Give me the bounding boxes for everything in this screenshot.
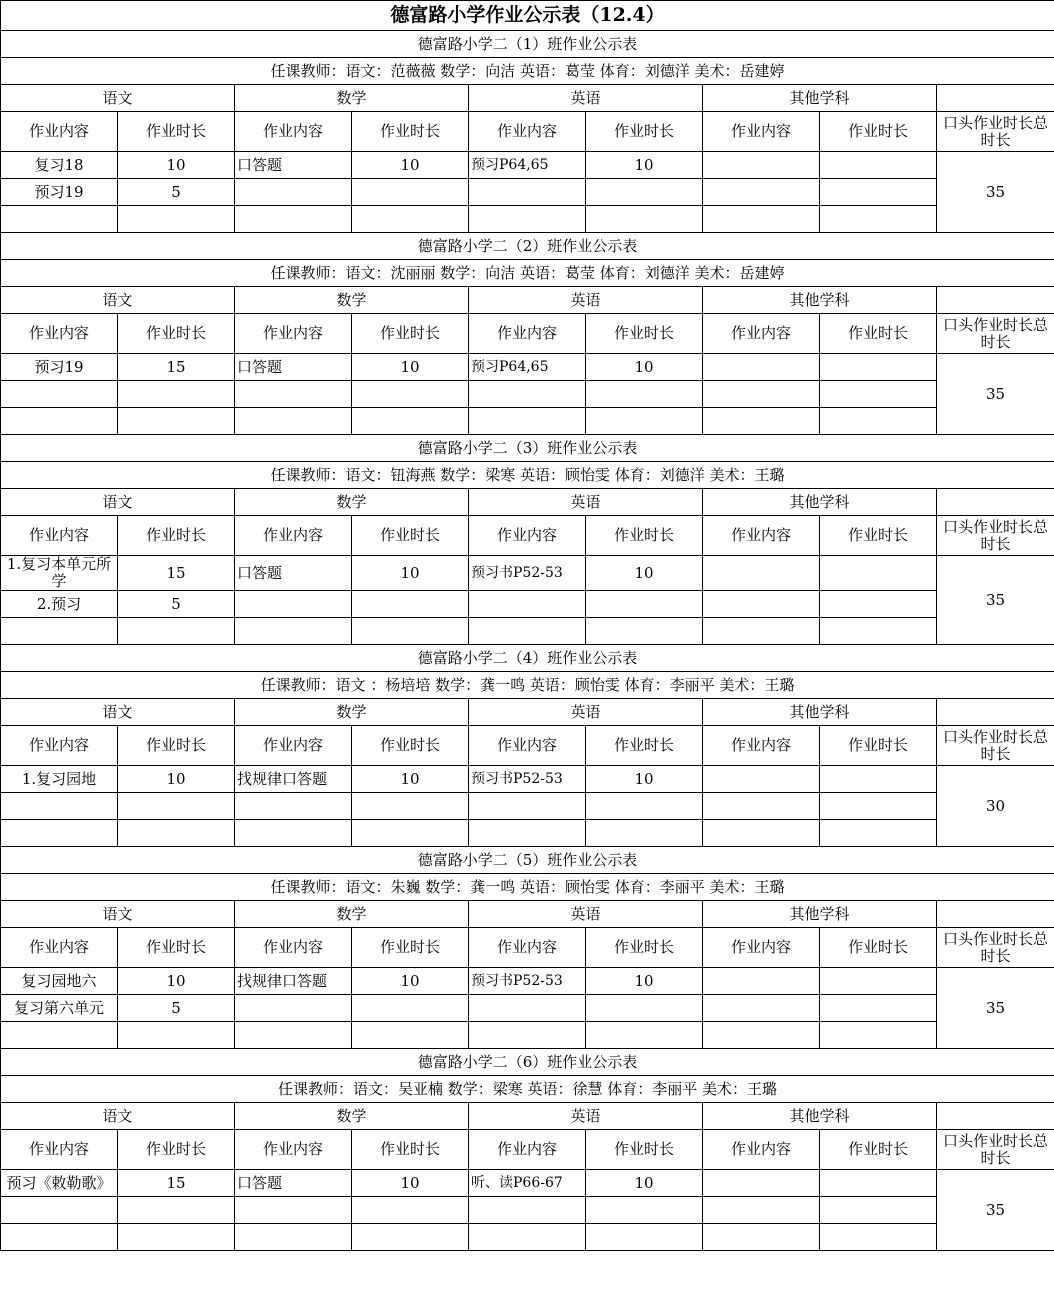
class-section-heading-row [1,435,1054,462]
yuwen-duration [118,793,235,820]
subject-header-yingyu: 英语 [469,901,703,928]
column-header-duration: 作业时长 [352,112,469,152]
table-row [1,766,1054,793]
column-header-total: 口头作业时长总时长 [937,112,1054,152]
yingyu-content [469,1197,586,1224]
yingyu-duration [586,793,703,820]
column-header-duration: 作业时长 [820,1130,937,1170]
qita-content [703,591,820,618]
yuwen-content [1,408,118,435]
shuxue-duration: 10 [352,556,469,591]
column-header-content: 作业内容 [703,928,820,968]
qita-duration [820,152,937,179]
shuxue-duration [352,618,469,645]
subject-header-yuwen: 语文 [1,1103,235,1130]
column-header-content: 作业内容 [469,1130,586,1170]
column-header-content: 作业内容 [469,928,586,968]
yingyu-content: 预习P64,65 [469,354,586,381]
qita-duration [820,556,937,591]
class-section-heading-row [1,31,1054,58]
yingyu-content [469,1224,586,1251]
table-row [1,1224,1054,1251]
yingyu-content [469,995,586,1022]
shuxue-content [235,793,352,820]
shuxue-duration: 10 [352,152,469,179]
teacher-list: 任课教师：语文：沈丽丽 数学：向洁 英语：葛莹 体育：刘德洋 美术：岳建婷 [1,260,1054,287]
column-header-content: 作业内容 [235,314,352,354]
qita-content [703,1170,820,1197]
yingyu-duration [586,820,703,847]
subject-header-qita: 其他学科 [703,287,937,314]
shuxue-content: 口答题 [235,1170,352,1197]
table-row [1,968,1054,995]
subject-header-shuxue: 数学 [235,699,469,726]
column-header-content: 作业内容 [703,112,820,152]
qita-content [703,556,820,591]
subject-header-shuxue: 数学 [235,901,469,928]
yingyu-content [469,591,586,618]
qita-duration [820,820,937,847]
class-section-heading-row [1,847,1054,874]
qita-duration [820,618,937,645]
column-header-content: 作业内容 [703,516,820,556]
shuxue-content: 找规律口答题 [235,766,352,793]
qita-content [703,766,820,793]
table-row [1,206,1054,233]
class-heading: 德富路小学二（1）班作业公示表 [1,31,1054,58]
yingyu-content: 听、读P66-67 [469,1170,586,1197]
shuxue-content: 口答题 [235,354,352,381]
column-header-total: 口头作业时长总时长 [937,726,1054,766]
table-row [1,820,1054,847]
shuxue-content [235,206,352,233]
subject-header-yuwen: 语文 [1,85,235,112]
column-header-duration: 作业时长 [118,928,235,968]
yuwen-duration: 10 [118,766,235,793]
subject-header-qita: 其他学科 [703,699,937,726]
shuxue-content [235,995,352,1022]
column-header-duration: 作业时长 [352,726,469,766]
qita-duration [820,381,937,408]
yingyu-duration: 10 [586,766,703,793]
column-header-content: 作业内容 [469,516,586,556]
yuwen-content [1,381,118,408]
yuwen-duration [118,618,235,645]
subject-header-qita: 其他学科 [703,1103,937,1130]
column-header-content: 作业内容 [703,314,820,354]
total-duration: 35 [937,968,1054,1049]
shuxue-content: 口答题 [235,152,352,179]
qita-duration [820,1022,937,1049]
qita-duration [820,1170,937,1197]
column-header-duration: 作业时长 [118,516,235,556]
yuwen-duration [118,1197,235,1224]
column-header-content: 作业内容 [469,726,586,766]
yuwen-content: 复习18 [1,152,118,179]
yuwen-content: 1.复习本单元所学 [1,556,118,591]
class-heading: 德富路小学二（3）班作业公示表 [1,435,1054,462]
yuwen-content [1,1197,118,1224]
yingyu-duration [586,591,703,618]
qita-content [703,1197,820,1224]
column-header-content: 作业内容 [1,112,118,152]
table-row [1,556,1054,591]
yuwen-duration: 10 [118,968,235,995]
yingyu-duration [586,1022,703,1049]
teacher-list: 任课教师：语文：朱巍 数学：龚一鸣 英语：顾怡雯 体育：李丽平 美术：王璐 [1,874,1054,901]
subject-header-shuxue: 数学 [235,489,469,516]
yuwen-duration: 5 [118,591,235,618]
yuwen-content [1,820,118,847]
column-header-content: 作业内容 [703,726,820,766]
class-heading: 德富路小学二（2）班作业公示表 [1,233,1054,260]
column-header-duration: 作业时长 [820,726,937,766]
total-duration: 35 [937,1170,1054,1251]
column-header-total: 口头作业时长总时长 [937,314,1054,354]
qita-content [703,968,820,995]
qita-content [703,618,820,645]
table-row [1,179,1054,206]
shuxue-duration [352,179,469,206]
subject-header-empty [937,1103,1054,1130]
yingyu-duration [586,1197,703,1224]
table-row [1,1197,1054,1224]
table-row [1,408,1054,435]
column-header-content: 作业内容 [1,726,118,766]
column-header-duration: 作业时长 [118,1130,235,1170]
yuwen-content [1,1022,118,1049]
column-header-total: 口头作业时长总时长 [937,928,1054,968]
yingyu-content [469,618,586,645]
table-row [1,152,1054,179]
column-header-duration: 作业时长 [586,1130,703,1170]
yuwen-content: 复习第六单元 [1,995,118,1022]
yingyu-duration [586,381,703,408]
yuwen-content: 1.复习园地 [1,766,118,793]
subject-header-empty [937,901,1054,928]
yingyu-duration: 10 [586,556,703,591]
teacher-list: 任课教师：语文：吴亚楠 数学：梁寒 英语：徐慧 体育：李丽平 美术：王璐 [1,1076,1054,1103]
subject-header-yingyu: 英语 [469,287,703,314]
yingyu-content: 预习书P52-53 [469,968,586,995]
qita-duration [820,206,937,233]
yingyu-duration: 10 [586,968,703,995]
yuwen-duration: 10 [118,152,235,179]
yingyu-content [469,820,586,847]
qita-content [703,793,820,820]
yingyu-duration [586,618,703,645]
column-header-content: 作业内容 [703,1130,820,1170]
yuwen-duration: 15 [118,1170,235,1197]
qita-duration [820,408,937,435]
column-header-duration: 作业时长 [352,314,469,354]
table-row [1,381,1054,408]
yuwen-duration [118,1224,235,1251]
yuwen-content: 复习园地六 [1,968,118,995]
column-header-content: 作业内容 [235,928,352,968]
yingyu-content [469,1022,586,1049]
yuwen-duration [118,206,235,233]
subject-header-yuwen: 语文 [1,901,235,928]
shuxue-content: 口答题 [235,556,352,591]
yingyu-content: 预习书P52-53 [469,766,586,793]
shuxue-content [235,618,352,645]
yingyu-content [469,408,586,435]
yingyu-content: 预习P64,65 [469,152,586,179]
column-header-content: 作业内容 [1,516,118,556]
qita-duration [820,354,937,381]
yuwen-content: 预习19 [1,179,118,206]
qita-duration [820,1224,937,1251]
column-header-duration: 作业时长 [586,516,703,556]
column-header-duration: 作业时长 [820,516,937,556]
column-header-duration: 作业时长 [586,726,703,766]
page-title: 德富路小学作业公示表（12.4） [1,1,1054,31]
yingyu-duration [586,408,703,435]
qita-content [703,408,820,435]
shuxue-content: 找规律口答题 [235,968,352,995]
yuwen-content: 2.预习 [1,591,118,618]
shuxue-duration [352,381,469,408]
yingyu-content [469,793,586,820]
subject-header-qita: 其他学科 [703,901,937,928]
qita-duration [820,793,937,820]
subject-header-yuwen: 语文 [1,489,235,516]
subject-header-yuwen: 语文 [1,287,235,314]
qita-duration [820,1197,937,1224]
subject-header-yuwen: 语文 [1,699,235,726]
yuwen-duration: 5 [118,179,235,206]
qita-duration [820,766,937,793]
shuxue-duration: 10 [352,766,469,793]
column-header-duration: 作业时长 [586,112,703,152]
qita-duration [820,995,937,1022]
column-header-total: 口头作业时长总时长 [937,516,1054,556]
total-duration: 35 [937,354,1054,435]
subject-header-shuxue: 数学 [235,1103,469,1130]
yingyu-content [469,179,586,206]
subject-header-shuxue: 数学 [235,287,469,314]
class-section-heading-row [1,645,1054,672]
shuxue-duration [352,1022,469,1049]
column-header-duration: 作业时长 [118,726,235,766]
shuxue-content [235,179,352,206]
yuwen-content [1,793,118,820]
yingyu-duration [586,1224,703,1251]
shuxue-content [235,1224,352,1251]
class-heading: 德富路小学二（6）班作业公示表 [1,1049,1054,1076]
qita-content [703,354,820,381]
qita-content [703,179,820,206]
qita-content [703,152,820,179]
column-header-duration: 作业时长 [586,928,703,968]
qita-duration [820,591,937,618]
column-header-content: 作业内容 [1,1130,118,1170]
yingyu-duration: 10 [586,354,703,381]
yuwen-content: 预习《敕勒歌》 [1,1170,118,1197]
yingyu-content: 预习书P52-53 [469,556,586,591]
shuxue-content [235,820,352,847]
qita-duration [820,968,937,995]
shuxue-duration [352,995,469,1022]
column-header-content: 作业内容 [235,726,352,766]
subject-header-yingyu: 英语 [469,1103,703,1130]
subject-header-qita: 其他学科 [703,489,937,516]
qita-content [703,1022,820,1049]
column-header-duration: 作业时长 [586,314,703,354]
subject-header-empty [937,699,1054,726]
column-header-duration: 作业时长 [118,314,235,354]
subject-header-yingyu: 英语 [469,489,703,516]
shuxue-duration [352,1197,469,1224]
teacher-list: 任课教师：语文：范薇薇 数学：向洁 英语：葛莹 体育：刘德洋 美术：岳建婷 [1,58,1054,85]
table-row [1,354,1054,381]
qita-content [703,1224,820,1251]
class-heading: 德富路小学二（5）班作业公示表 [1,847,1054,874]
column-header-content: 作业内容 [469,314,586,354]
column-header-content: 作业内容 [1,314,118,354]
shuxue-content [235,1197,352,1224]
subject-header-empty [937,287,1054,314]
total-duration: 30 [937,766,1054,847]
shuxue-content [235,591,352,618]
total-duration: 35 [937,556,1054,645]
column-header-content: 作业内容 [235,112,352,152]
yingyu-content [469,206,586,233]
qita-content [703,206,820,233]
table-row [1,793,1054,820]
yuwen-content [1,1224,118,1251]
subject-header-shuxue: 数学 [235,85,469,112]
subject-header-empty [937,489,1054,516]
shuxue-duration: 10 [352,1170,469,1197]
teacher-list: 任课教师：语文 ：杨培培 数学：龚一鸣 英语：顾怡雯 体育：李丽平 美术：王璐 [1,672,1054,699]
shuxue-duration [352,820,469,847]
yingyu-content [469,381,586,408]
column-header-content: 作业内容 [235,1130,352,1170]
shuxue-duration [352,206,469,233]
shuxue-duration [352,1224,469,1251]
shuxue-content [235,408,352,435]
column-header-duration: 作业时长 [820,112,937,152]
teacher-list: 任课教师：语文：钮海燕 数学：梁寒 英语：顾怡雯 体育：刘德洋 美术：王璐 [1,462,1054,489]
class-section-heading-row [1,1049,1054,1076]
yuwen-duration [118,381,235,408]
yingyu-duration: 10 [586,152,703,179]
shuxue-content [235,1022,352,1049]
qita-content [703,381,820,408]
yingyu-duration [586,995,703,1022]
column-header-duration: 作业时长 [352,928,469,968]
column-header-duration: 作业时长 [820,314,937,354]
total-duration: 35 [937,152,1054,233]
table-row [1,1022,1054,1049]
yuwen-content [1,206,118,233]
yuwen-duration: 5 [118,995,235,1022]
subject-header-qita: 其他学科 [703,85,937,112]
yuwen-duration [118,408,235,435]
shuxue-duration [352,408,469,435]
column-header-duration: 作业时长 [352,516,469,556]
column-header-duration: 作业时长 [820,928,937,968]
shuxue-duration [352,793,469,820]
class-heading: 德富路小学二（4）班作业公示表 [1,645,1054,672]
yingyu-duration [586,179,703,206]
column-header-duration: 作业时长 [118,112,235,152]
column-header-duration: 作业时长 [352,1130,469,1170]
table-row [1,591,1054,618]
yuwen-content [1,618,118,645]
class-section-heading-row [1,233,1054,260]
table-row [1,995,1054,1022]
yuwen-duration: 15 [118,556,235,591]
subject-header-yingyu: 英语 [469,699,703,726]
shuxue-duration [352,591,469,618]
yuwen-content: 预习19 [1,354,118,381]
yingyu-duration [586,206,703,233]
qita-duration [820,179,937,206]
shuxue-content [235,381,352,408]
yuwen-duration [118,1022,235,1049]
column-header-content: 作业内容 [469,112,586,152]
yuwen-duration [118,820,235,847]
table-row [1,618,1054,645]
yingyu-duration: 10 [586,1170,703,1197]
shuxue-duration: 10 [352,968,469,995]
table-row [1,1170,1054,1197]
column-header-total: 口头作业时长总时长 [937,1130,1054,1170]
yuwen-duration: 15 [118,354,235,381]
shuxue-duration: 10 [352,354,469,381]
subject-header-yingyu: 英语 [469,85,703,112]
subject-header-empty [937,85,1054,112]
qita-content [703,995,820,1022]
column-header-content: 作业内容 [235,516,352,556]
qita-content [703,820,820,847]
column-header-content: 作业内容 [1,928,118,968]
